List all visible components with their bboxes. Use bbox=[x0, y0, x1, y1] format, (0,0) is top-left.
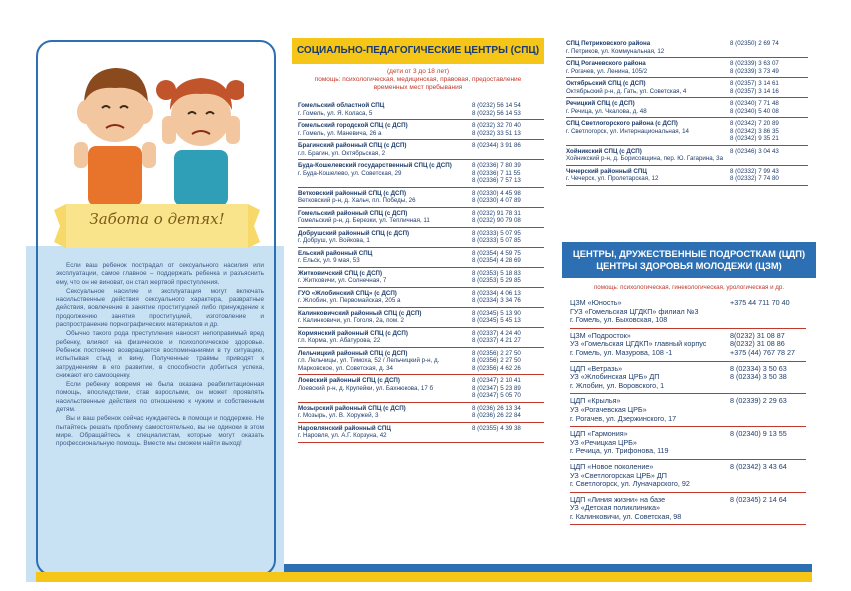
spc-entry bbox=[566, 98, 808, 118]
spc-entry bbox=[298, 120, 544, 140]
cdp-entry-phone: +375 44 711 70 40 bbox=[730, 298, 790, 307]
banner-title: Забота о детях! bbox=[89, 210, 225, 228]
left-panel bbox=[26, 34, 278, 582]
spc-entry bbox=[298, 328, 544, 348]
spc-entry-address: г. Гомель, ул. Маневича, 26 а bbox=[298, 129, 382, 137]
spc-entry-name: Калинковичский районный СПЦ (с ДСП) bbox=[298, 309, 422, 317]
spc-entry-address: г. Чечерск, ул. Пролетарская, 12 bbox=[566, 175, 659, 182]
cdp-entry bbox=[570, 394, 806, 427]
spc-entry bbox=[298, 100, 544, 120]
spc-entry-info bbox=[298, 122, 468, 137]
spc-entry-address: г. Житковичи, ул. Солнечная, 7 bbox=[298, 277, 387, 284]
spc-entry-phone: 8 (02332) 7 99 43 8 (02332) 7 74 80 bbox=[730, 167, 779, 182]
left-paragraph: Если ваш ребенок пострадал от сексуального насилия или эксплуатации, самое главное – поддержать ребенка и разъяснить ему, что он не виноват, он стал жертвой преступления. bbox=[56, 262, 264, 286]
spc-entry-address: г.п. Брагин, ул. Октябрьская, 2 bbox=[298, 149, 386, 157]
cdp-entry bbox=[570, 427, 806, 460]
spc-entry-name: Добрушский районный СПЦ (с ДСП) bbox=[298, 229, 410, 237]
left-paragraph: Обычно такого рода преступления наносят непоправимый вред ребенку, влияют на физическое и психологическое здоровье. Ребенок постоянно возвращается воспоминаниями в ту ситуацию, испытывая стыд и вину. Полученные травмы приводят к затруднениям в его развитии, в способности добиться успеха, снижают его самооценку. bbox=[56, 330, 264, 379]
spc-entry-phone: 8 (02353) 5 18 83 8 (02353) 5 29 85 bbox=[472, 269, 521, 284]
left-bottom-stripe bbox=[36, 572, 284, 582]
spc-entry bbox=[298, 308, 544, 328]
spc-entry bbox=[298, 268, 544, 288]
spc-entry-name: Наровлянский районный СПЦ bbox=[298, 424, 391, 432]
spc-entry-address: Гомельский р-н, д. Березки, ул. Тепличная, 11 bbox=[298, 217, 430, 224]
spc-entry-name: Гомельский районный СПЦ (с ДСП) bbox=[298, 209, 408, 217]
spc-entry-info bbox=[298, 162, 468, 185]
spc-entry-info bbox=[298, 210, 468, 225]
spc-entry-address: г. Буда-Кошелево, ул. Советская, 29 bbox=[298, 169, 402, 177]
spc-entry-name: Хойникский СПЦ (с ДСП) bbox=[566, 147, 642, 155]
spc-entry bbox=[298, 188, 544, 208]
spc-entry-name: СПЦ Светлогорского района (с ДСП) bbox=[566, 120, 678, 127]
spc-entry-address: г. Светлогорск, ул. Интернациональная, 14 bbox=[566, 127, 689, 135]
spc-entry-info bbox=[298, 190, 468, 205]
spc-entry-info bbox=[298, 425, 468, 440]
cdp-entry bbox=[570, 329, 806, 362]
spc-entry-address: г. Речица, ул. Чкалова, д. 48 bbox=[566, 107, 647, 115]
spc-entry-name: Житковичский СПЦ (с ДСП) bbox=[298, 269, 383, 277]
spc-entry-info bbox=[298, 330, 468, 345]
cdp-entry-info: ЦДП «Гармония» УЗ «Речицкая ЦРБ» г. Речица, ул. Трифонова, 119 bbox=[570, 429, 669, 456]
cdp-list bbox=[570, 296, 806, 525]
spc-entry-name: Октябрьский СПЦ (с ДСП) bbox=[566, 80, 646, 87]
spc-entry-phone: 8 (02350) 2 69 74 bbox=[730, 40, 779, 47]
spc-entry-address: г. Калинковичи, ул. Гоголя, 2а, пом. 2 bbox=[298, 317, 405, 324]
bottom-stripe-blue bbox=[284, 564, 812, 572]
spc-entry-phone: 8 (02340) 7 71 48 8 (02340) 5 40 08 bbox=[730, 100, 779, 115]
spc-entry-phone: 8 (02347) 2 10 41 8 (02347) 5 23 89 8 (02347) 5 05 70 bbox=[472, 377, 521, 399]
spc-entry-name: Лельчицкий районный СПЦ (с ДСП) bbox=[298, 349, 408, 357]
cdp-subtitle: помощь: психологическая, гинекологическая, урологическая и др. bbox=[593, 284, 785, 291]
spc-entry-address: г. Жлобин, ул. Первомайская, 205 а bbox=[298, 297, 401, 304]
spc-entry-phone: 8 (02333) 5 07 95 8 (02333) 5 07 85 bbox=[472, 229, 521, 244]
spc-entry-name: Ветковский районный СПЦ (с ДСП) bbox=[298, 189, 407, 197]
cdp-entry-info: ЦДП «Крылья» УЗ «Рогачевская ЦРБ» г. Рогачев, ул. Дзержинского, 17 bbox=[570, 396, 677, 423]
spc-entry-info bbox=[566, 100, 726, 115]
spc-entry-info bbox=[298, 290, 468, 305]
spc-entry-name: Брагинский районный СПЦ (с ДСП) bbox=[298, 142, 407, 149]
spc-entry-name: Лоевский районный СПЦ (с ДСП) bbox=[298, 377, 400, 384]
spc-entry bbox=[298, 288, 544, 308]
spc-entry-phone: 8 (02339) 3 63 07 8 (02339) 3 73 49 bbox=[730, 60, 779, 75]
children-illustration bbox=[64, 46, 244, 206]
left-paragraph: Сексуальное насилие и эксплуатация могут включать насильственные действия сексуального характера, развратные действия, вовлечение в занятие проституцией либо принуждение к продолжению занятия проституцией, изготовление и распространение порнографических материалов и др. bbox=[56, 287, 264, 329]
bottom-stripe-yellow bbox=[284, 572, 812, 582]
cdp-title-line1: ЦЕНТРЫ, ДРУЖЕСТВЕННЫЕ ПОДРОСТКАМ (ЦДП) bbox=[572, 248, 806, 259]
spc-entry-info bbox=[566, 168, 726, 183]
cdp-entry-info: ЦДП «Линия жизни» на базе УЗ «Детская поликлиника» г. Калинковичи, ул. Советская, 98 bbox=[570, 494, 682, 521]
spc-title: СОЦИАЛЬНО-ПЕДАГОГИЧЕСКИЕ ЦЕНТРЫ (СПЦ) bbox=[292, 38, 544, 64]
cdp-entry-info: ЦЗМ «Подросток» УЗ «Гомельская ЦГДКП» главный корпус г. Гомель, ул. Мазурова, 108 -1 bbox=[570, 330, 707, 357]
left-paragraph: Вы и ваш ребенок сейчас нуждаетесь в помощи и поддержке. Не пытайтесь решать проблему самостоятельно, вы не одиноки в этом мире. Обращайтесь к специалистам, которые могут оказать профессиональную помощь. Вместе мы сможем найти выход! bbox=[56, 415, 264, 448]
cdp-entry-phone: 8 (02339) 2 29 63 bbox=[730, 396, 787, 406]
spc-entry-address: г.п. Корма, ул. Абатурова, 22 bbox=[298, 337, 381, 344]
spc-entry-name: Ельский районный СПЦ bbox=[298, 249, 373, 257]
boy-figure bbox=[74, 68, 156, 206]
spc-entry-name: Гомельский городской СПЦ (с ДСП) bbox=[298, 122, 408, 129]
cdp-entry-phone: 8 (02345) 2 14 64 bbox=[730, 494, 787, 504]
spc-entry-phone: 8 (02355) 4 39 38 bbox=[472, 424, 521, 432]
spc-entry-info bbox=[298, 230, 468, 245]
spc-entry-phone: 8 (02345) 5 13 90 8 (02345) 5 45 13 bbox=[472, 309, 521, 324]
spc-entry bbox=[566, 78, 808, 98]
spc-entry-address: г.п. Лельчицы, ул. Тимоха, 52 / Лельчицкий р-н, д. Марковское, ул. Советская, д. 34 bbox=[298, 357, 440, 372]
spc-entry bbox=[566, 118, 808, 146]
spc-entry-name: Гомельский областной СПЦ bbox=[298, 102, 385, 109]
cdp-entry-phone: 8 (02340) 9 13 55 bbox=[730, 429, 787, 439]
spc-entry-info bbox=[298, 142, 468, 157]
spc-entry-address: г. Наровля, ул. А.Г. Корзуна, 42 bbox=[298, 432, 387, 439]
spc-entry-info bbox=[298, 377, 468, 400]
spc-entry-address: Ветковский р-н, д. Хальч, пл. Победы, 26 bbox=[298, 197, 416, 204]
cdp-title-line2: ЦЕНТРЫ ЗДОРОВЬЯ МОЛОДЕЖИ (ЦЗМ) bbox=[596, 260, 782, 271]
spc-entry bbox=[298, 248, 544, 268]
cdp-entry-phone: 8 (02342) 3 43 64 bbox=[730, 461, 787, 471]
cdp-entry-info: ЦДП «Новое поколение» УЗ «Светлогорская ЦРБ» ДП г. Светлогорск, ул. Луначарского, 92 bbox=[570, 461, 690, 489]
spc-entry-address: г. Гомель, ул. Я. Коласа, 5 bbox=[298, 109, 373, 117]
spc-entry-info bbox=[566, 80, 726, 95]
spc-entry-phone: 8 (02346) 3 04 43 bbox=[730, 147, 779, 155]
spc-entry-info bbox=[566, 148, 726, 163]
spc-entry bbox=[298, 423, 544, 443]
spc-entry-phone: 8 (0236) 26 13 34 8 (0236) 26 22 84 bbox=[472, 404, 521, 419]
spc-entry-phone: 8 (02336) 7 80 39 8 (02336) 7 11 55 8 (02336) 7 57 13 bbox=[472, 162, 521, 184]
cdp-entry-info: ЦДП «Ветразь» УЗ «Жлобинская ЦРБ» ДП г. Жлобин, ул. Воровского, 1 bbox=[570, 363, 665, 390]
spc-entry-info bbox=[566, 120, 726, 143]
spc-entry-info bbox=[298, 310, 468, 325]
spc-entry-info bbox=[566, 60, 726, 75]
spc-entry-name: Буда-Кошелевский государственный СПЦ (с ДСП) bbox=[298, 162, 452, 169]
spc-entry-name: Кормянский районный СПЦ (с ДСП) bbox=[298, 329, 408, 337]
right-column bbox=[550, 34, 812, 582]
spc-entry-phone: 8 (0232) 91 78 31 8 (0232) 90 79 08 bbox=[472, 209, 521, 224]
spc-entry-phone: 8 (02337) 4 24 40 8 (02337) 4 21 27 bbox=[472, 329, 521, 344]
spc-entry-info bbox=[298, 250, 468, 265]
spc-entry-phone: 8 (0232) 32 70 40 8 (0232) 33 51 13 bbox=[472, 122, 521, 137]
spc-subtitle: (дети от 3 до 18 лет) помощь: психологическая, медицинская, правовая, предоставление временных мест пребывания bbox=[314, 68, 522, 91]
cdp-entry bbox=[570, 460, 806, 493]
spc-entry-address: г. Рогачев, ул. Ленина, 105/2 bbox=[566, 67, 648, 75]
spc-list-continued bbox=[566, 38, 808, 186]
spc-entry-address: г. Петриков, ул. Коммунальная, 12 bbox=[566, 47, 665, 55]
spc-entry-address: г. Мозырь, ул. В. Хоружей, 3 bbox=[298, 412, 379, 419]
cdp-title bbox=[562, 242, 816, 278]
spc-entry-info bbox=[298, 102, 468, 117]
spc-entry-info bbox=[298, 270, 468, 285]
cdp-entry-phone: 8 (02334) 3 50 63 8 (02334) 3 50 38 bbox=[730, 363, 787, 382]
spc-entry-phone: 8 (02354) 4 59 75 8 (02354) 4 28 69 bbox=[472, 249, 521, 264]
spc-entry bbox=[566, 166, 808, 186]
spc-entry-phone: 8 (02357) 3 14 61 8 (02357) 3 14 16 bbox=[730, 80, 779, 95]
spc-entry bbox=[298, 348, 544, 376]
spc-entry bbox=[298, 208, 544, 228]
spc-entry-info bbox=[298, 350, 468, 373]
spc-entry-address: г. Ельск, ул. 9 мая, 53 bbox=[298, 257, 360, 264]
spc-entry-info bbox=[298, 405, 468, 420]
left-body-text bbox=[56, 262, 264, 450]
cdp-entry-phone: 8(0232) 31 08 87 8(0232) 31 08 86 +375 (44) 767 78 27 bbox=[730, 330, 795, 357]
spc-entry bbox=[298, 140, 544, 160]
spc-entry-address: Лоевский р-н, д. Крупейки, ул. Бахнюкова, 17 б bbox=[298, 384, 434, 392]
spc-column bbox=[284, 34, 550, 582]
spc-entry-name: СПЦ Петриковского района bbox=[566, 40, 651, 47]
spc-list bbox=[298, 100, 544, 443]
spc-entry-name: Речицкий СПЦ (с ДСП) bbox=[566, 100, 635, 107]
spc-entry bbox=[298, 228, 544, 248]
spc-entry-phone: 8 (02330) 4 45 98 8 (02330) 4 07 89 bbox=[472, 189, 521, 204]
spc-entry-phone: 8 (02334) 4 06 13 8 (02334) 3 34 76 bbox=[472, 289, 521, 304]
spc-entry bbox=[566, 38, 808, 58]
cdp-entry bbox=[570, 296, 806, 329]
spc-entry-name: Мозырский районный СПЦ (с ДСП) bbox=[298, 404, 406, 412]
spc-entry-phone: 8 (02344) 3 91 86 bbox=[472, 142, 521, 149]
cdp-entry bbox=[570, 362, 806, 395]
brochure-sheet bbox=[26, 34, 812, 582]
cdp-entry-info: ЦЗМ «Юность» ГУЗ «Гомельская ЦГДКП» филиал №3 г. Гомель, ул. Быховская, 108 bbox=[570, 298, 699, 325]
spc-entry-name: СПЦ Рогачевского района bbox=[566, 60, 646, 67]
spc-entry bbox=[298, 403, 544, 423]
girl-figure bbox=[156, 78, 244, 206]
spc-entry-name: ГУО «Жлобинский СПЦ» (с ДСП) bbox=[298, 289, 397, 297]
spc-entry bbox=[298, 160, 544, 188]
left-paragraph: Если ребенку вовремя не была оказана реабилитационная помощь, впоследствии, став взрослыми, он может проявлять насильственные действия по отношению к чужим и собственным детям. bbox=[56, 381, 264, 414]
spc-entry bbox=[298, 375, 544, 403]
spc-entry-address: Октябрьский р-н, д. Гать, ул. Советская, 4 bbox=[566, 87, 687, 95]
spc-entry-info bbox=[566, 40, 726, 55]
spc-entry-name: Чечерский районный СПЦ bbox=[566, 167, 647, 175]
spc-entry-phone: 8 (02356) 2 27 50 8 (02356) 2 27 50 8 (02356) 4 62 26 bbox=[472, 349, 521, 372]
spc-entry bbox=[566, 146, 808, 166]
spc-entry bbox=[566, 58, 808, 78]
spc-entry-phone: 8 (0232) 56 14 54 8 (0232) 56 14 53 bbox=[472, 102, 521, 117]
spc-entry-address: г. Добруш, ул. Войкова, 1 bbox=[298, 237, 370, 244]
spc-entry-phone: 8 (02342) 7 20 89 8 (02342) 3 86 35 8 (02342) 9 35 21 bbox=[730, 120, 779, 142]
cdp-entry bbox=[570, 493, 806, 526]
spc-entry-address: Хойникский р-н, д. Борисовщина, пер. Ю. Гагарина, 3а bbox=[566, 155, 724, 162]
